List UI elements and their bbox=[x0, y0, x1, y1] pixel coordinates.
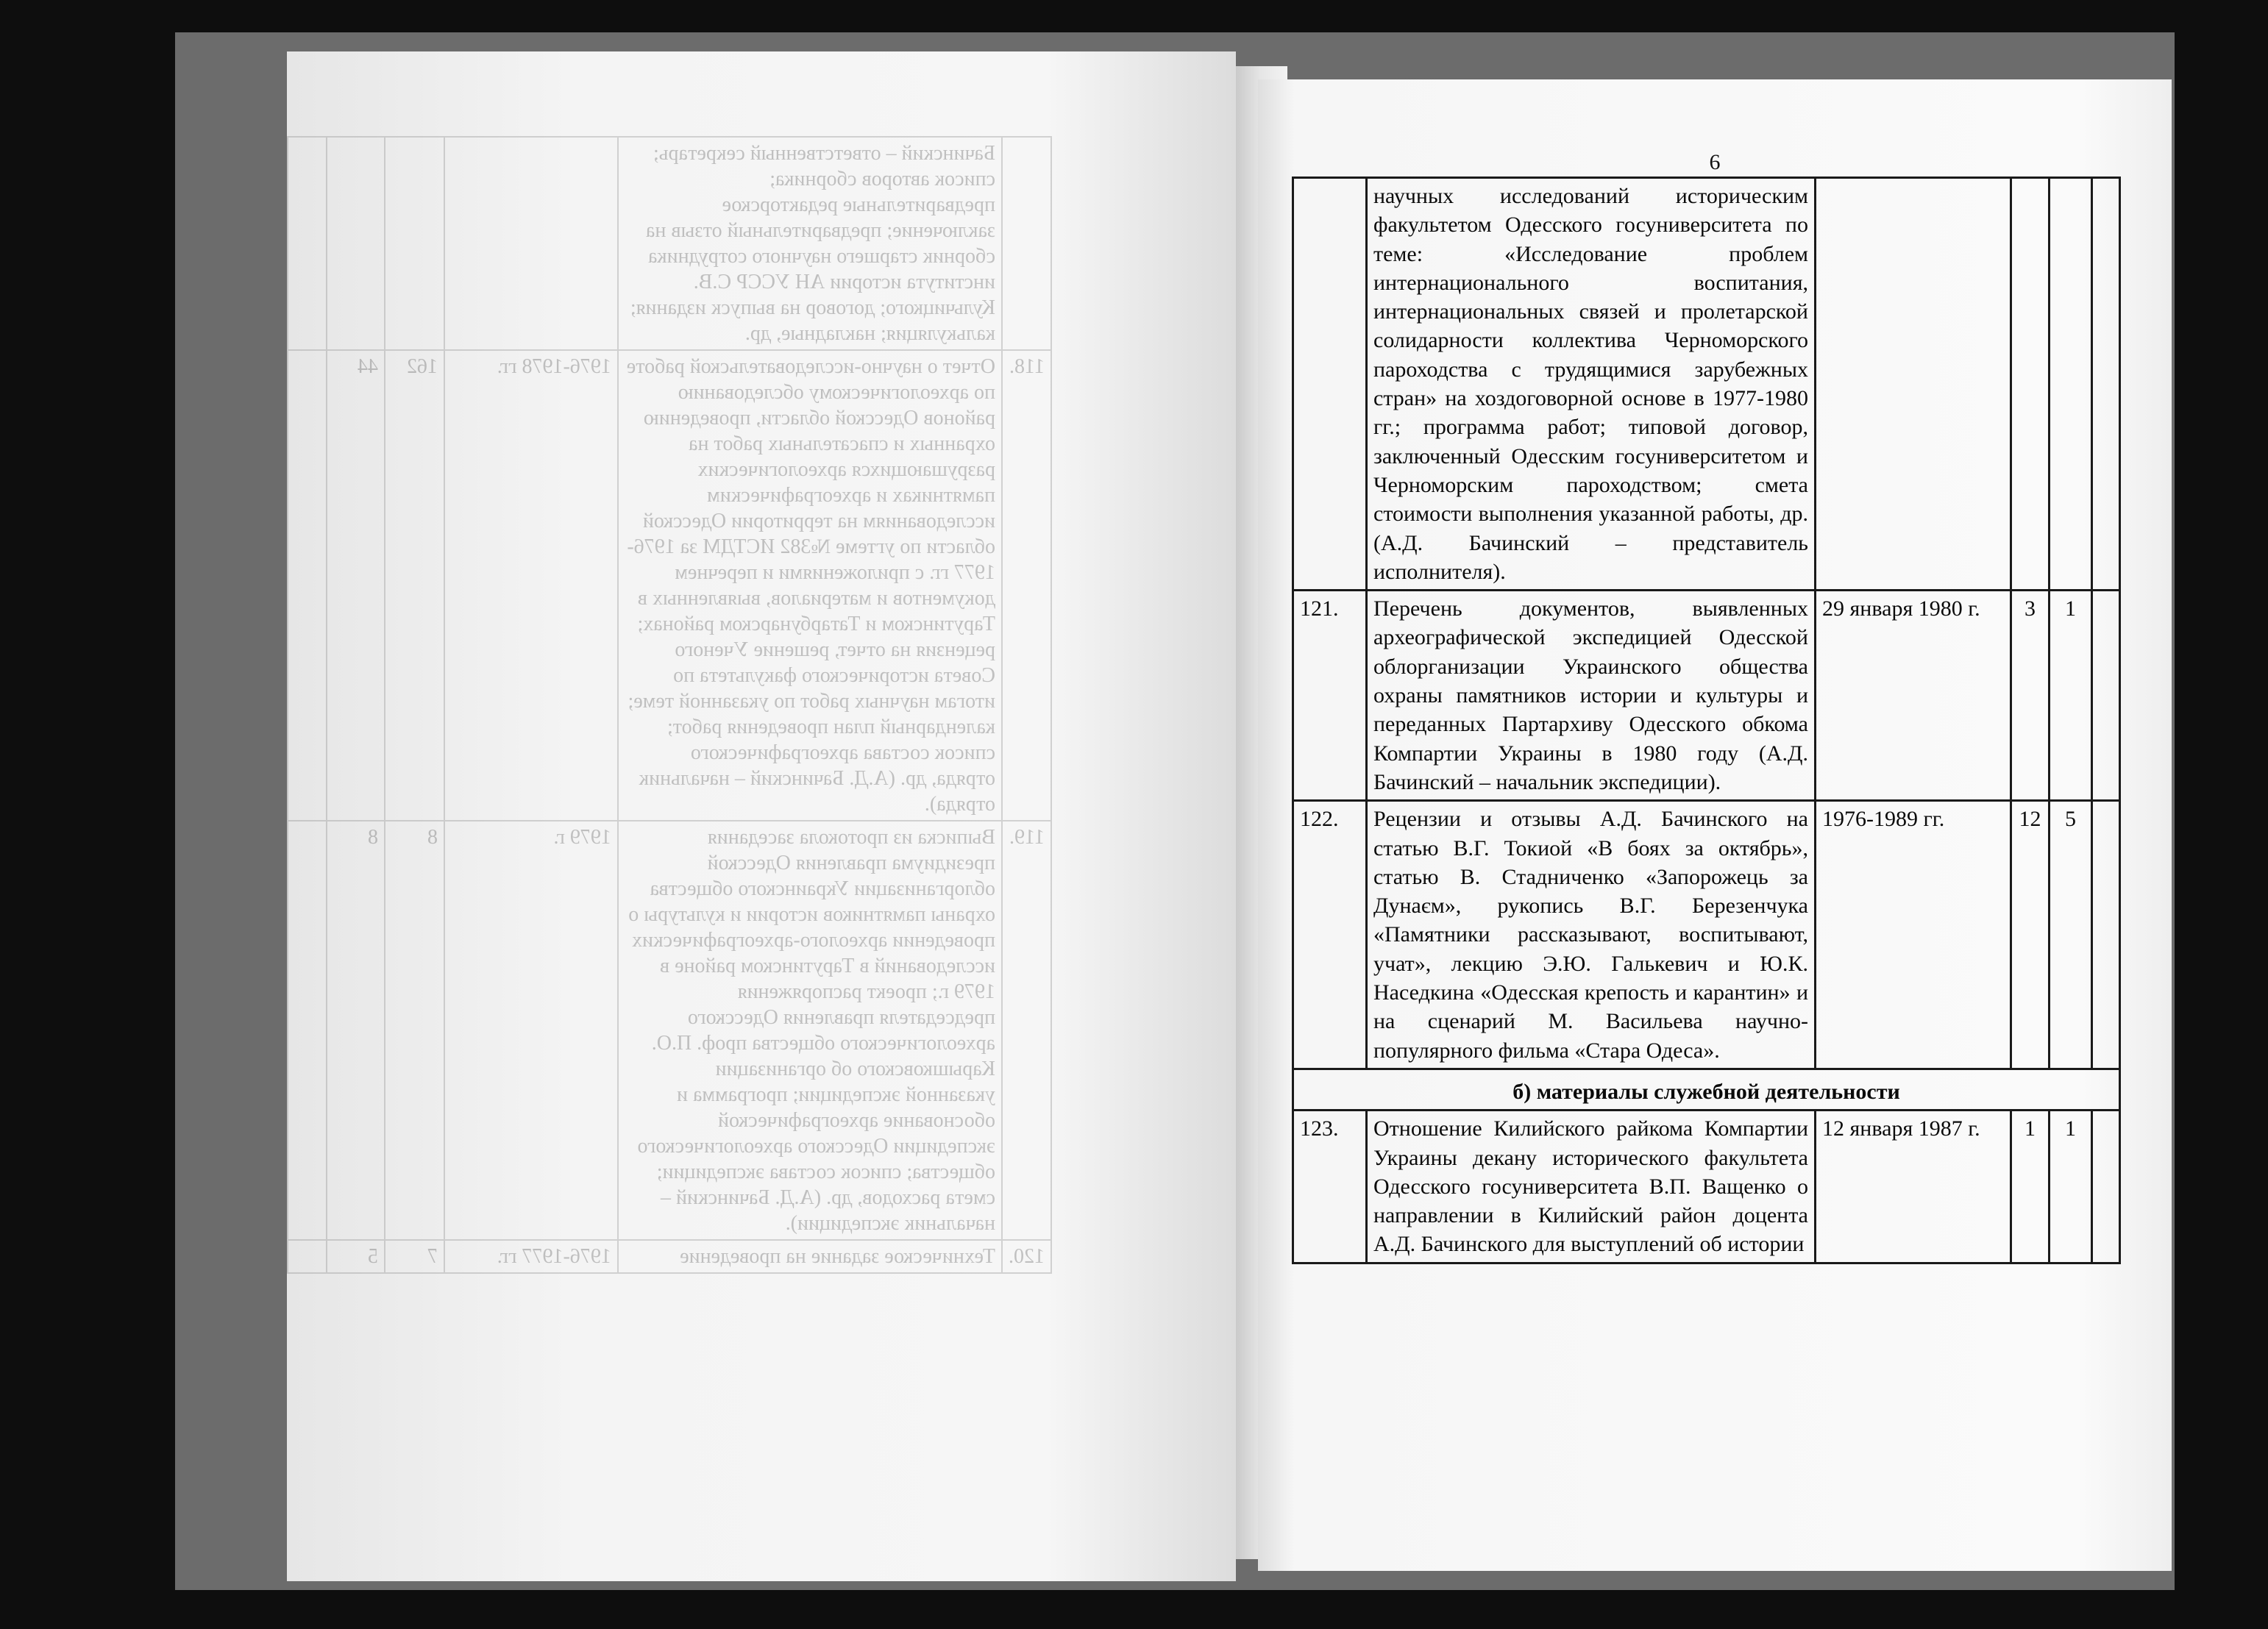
ghost-title: Отчет о научно-исследовательской работе по археологическому обследованию районов Одесской области, проведению охранных и спасательных работ на разрушающихся археологических памятниках и археографическим исследованиям на территории Одесской области по угтеме №382 ИСТДМ за 1976-1977 гг. с приложениями и перечнем документов и материалов, выявленных в Тарутинском и Татарбунарском районах; рецензия на отчет, решение Ученого Совета исторического факультета по итогам научных работ по указанной теме; календарный план проведения работ; список состава археографического отряда, др. (А.Д. Бачинский – начальник отряда). bbox=[618, 350, 1002, 821]
row-number: 123. bbox=[1293, 1111, 1367, 1263]
row-note bbox=[2092, 801, 2120, 1069]
table-row bbox=[288, 350, 1051, 821]
row-file-count bbox=[2050, 178, 2092, 591]
row-dates: 29 января 1980 г. bbox=[1816, 591, 2011, 801]
row-note bbox=[2092, 591, 2120, 801]
ghost-count: 8 bbox=[327, 821, 385, 1240]
row-sheet-count bbox=[2011, 178, 2050, 591]
row-dates bbox=[1816, 178, 2011, 591]
row-number: 121. bbox=[1293, 591, 1367, 801]
bleed-through-text bbox=[287, 51, 1236, 1581]
row-number bbox=[1293, 178, 1367, 591]
ghost-count: 8 bbox=[385, 821, 444, 1240]
row-sheet-count: 12 bbox=[2011, 801, 2050, 1069]
ghost-number: 119. bbox=[1002, 821, 1051, 1240]
ghost-title: Техническое задание на проведение bbox=[618, 1240, 1002, 1273]
ghost-dates: 1979 г. bbox=[444, 821, 618, 1240]
table-row bbox=[288, 137, 1051, 350]
section-heading: б) материалы служебной деятельности bbox=[1293, 1069, 2120, 1110]
row-sheet-count: 1 bbox=[2011, 1111, 2050, 1263]
ghost-count: 5 bbox=[327, 1240, 385, 1273]
ghost-count: 44 bbox=[327, 350, 385, 821]
left-page bbox=[287, 51, 1236, 1581]
ghost-dates: 1976-1977 гг. bbox=[444, 1240, 618, 1273]
row-note bbox=[2092, 178, 2120, 591]
table-row bbox=[288, 821, 1051, 1240]
row-file-count: 5 bbox=[2050, 801, 2092, 1069]
row-dates: 12 января 1987 г. bbox=[1816, 1111, 2011, 1263]
table-row bbox=[1293, 1111, 2120, 1263]
ghost-number: 118. bbox=[1002, 350, 1051, 821]
ghost-table bbox=[287, 136, 1052, 1274]
ghost-title: Выписка из протокола заседания президиума правления Одесской облорганизации Украинского общества охраны памятников истории и культуры о проведении археолого-археографических исследований в Тарутинском районе в 1979 г.; проект распоряжения председателя правления Одесского археологического общества проф. П.О. Карышковского об организации указанной экспедиции; программа и обоснование археографической экспедиции Одесского археологического общества; список состава экспедиции; смета расходов, др. (А.Д. Бачинский – начальник экспедиции). bbox=[618, 821, 1002, 1240]
row-number: 122. bbox=[1293, 801, 1367, 1069]
row-title: Рецензии и отзывы А.Д. Бачинского на статью В.Г. Токиой «В боях за октябрь», статью В. Стадниченко «Запорожець за Дунаєм», рукопись В.Г. Березенчука «Памятники рассказывают, воспитывают, учат», лекцию Э.Ю. Галькевич и Ю.К. Наседкина «Одесская крепость и карантин» и на сценарий М. Васильева научно-популярного фильма «Стара Одеса». bbox=[1367, 801, 1816, 1069]
row-title: Отношение Килийского райкома Компартии Украины декану исторического факультета Одесского госуниверситета В.П. Ващенко о направлении в Килийский район доцента А.Д. Бачинского для выступлений об истории bbox=[1367, 1111, 1816, 1263]
section-heading-row bbox=[1293, 1069, 2120, 1110]
inventory-table bbox=[1292, 177, 2121, 1264]
ghost-count: 162 bbox=[385, 350, 444, 821]
table-row bbox=[1293, 178, 2120, 591]
row-file-count: 1 bbox=[2050, 1111, 2092, 1263]
right-page bbox=[1258, 79, 2172, 1571]
ghost-title: Бачинский – ответственный секретарь; список авторов сборника; предварительные редакторское заключение; предварительный отзыв на сборник старшего научного сотрудника института истории АН УССР С.В. Кульчицкого; договор на выпуск издания; калькуляция; накладные, др. bbox=[618, 137, 1002, 350]
row-title: научных исследований историческим факультетом Одесского госуниверситета по теме: «Исследование проблем интернационального воспитания, интернациональных связей и пролетарской солидарности коллектива Черноморского пароходства с трудящимися зарубежных стран» на хоздоговорной основе в 1977-1980 гг.; программа работ; типовой договор, заключенный Одесским госуниверситетом и Черноморским пароходством; смета стоимости выполнения указанной работы, др. (А.Д. Бачинский – представитель исполнителя). bbox=[1367, 178, 1816, 591]
page-number: 6 bbox=[1709, 150, 1721, 174]
row-file-count: 1 bbox=[2050, 591, 2092, 801]
row-title: Перечень документов, выявленных археографической экспедицией Одесской облорганизации Украинского общества охраны памятников истории и культуры и переданных Партархиву Одесского обкома Компартии Украины в 1980 году (А.Д. Бачинский – начальник экспедиции). bbox=[1367, 591, 1816, 801]
row-note bbox=[2092, 1111, 2120, 1263]
ghost-count: 7 bbox=[385, 1240, 444, 1273]
ghost-number: 120. bbox=[1002, 1240, 1051, 1273]
table-row bbox=[1293, 801, 2120, 1069]
table-row bbox=[1293, 591, 2120, 801]
row-sheet-count: 3 bbox=[2011, 591, 2050, 801]
table-row bbox=[288, 1240, 1051, 1273]
ghost-dates: 1976-1978 гг. bbox=[444, 350, 618, 821]
row-dates: 1976-1989 гг. bbox=[1816, 801, 2011, 1069]
